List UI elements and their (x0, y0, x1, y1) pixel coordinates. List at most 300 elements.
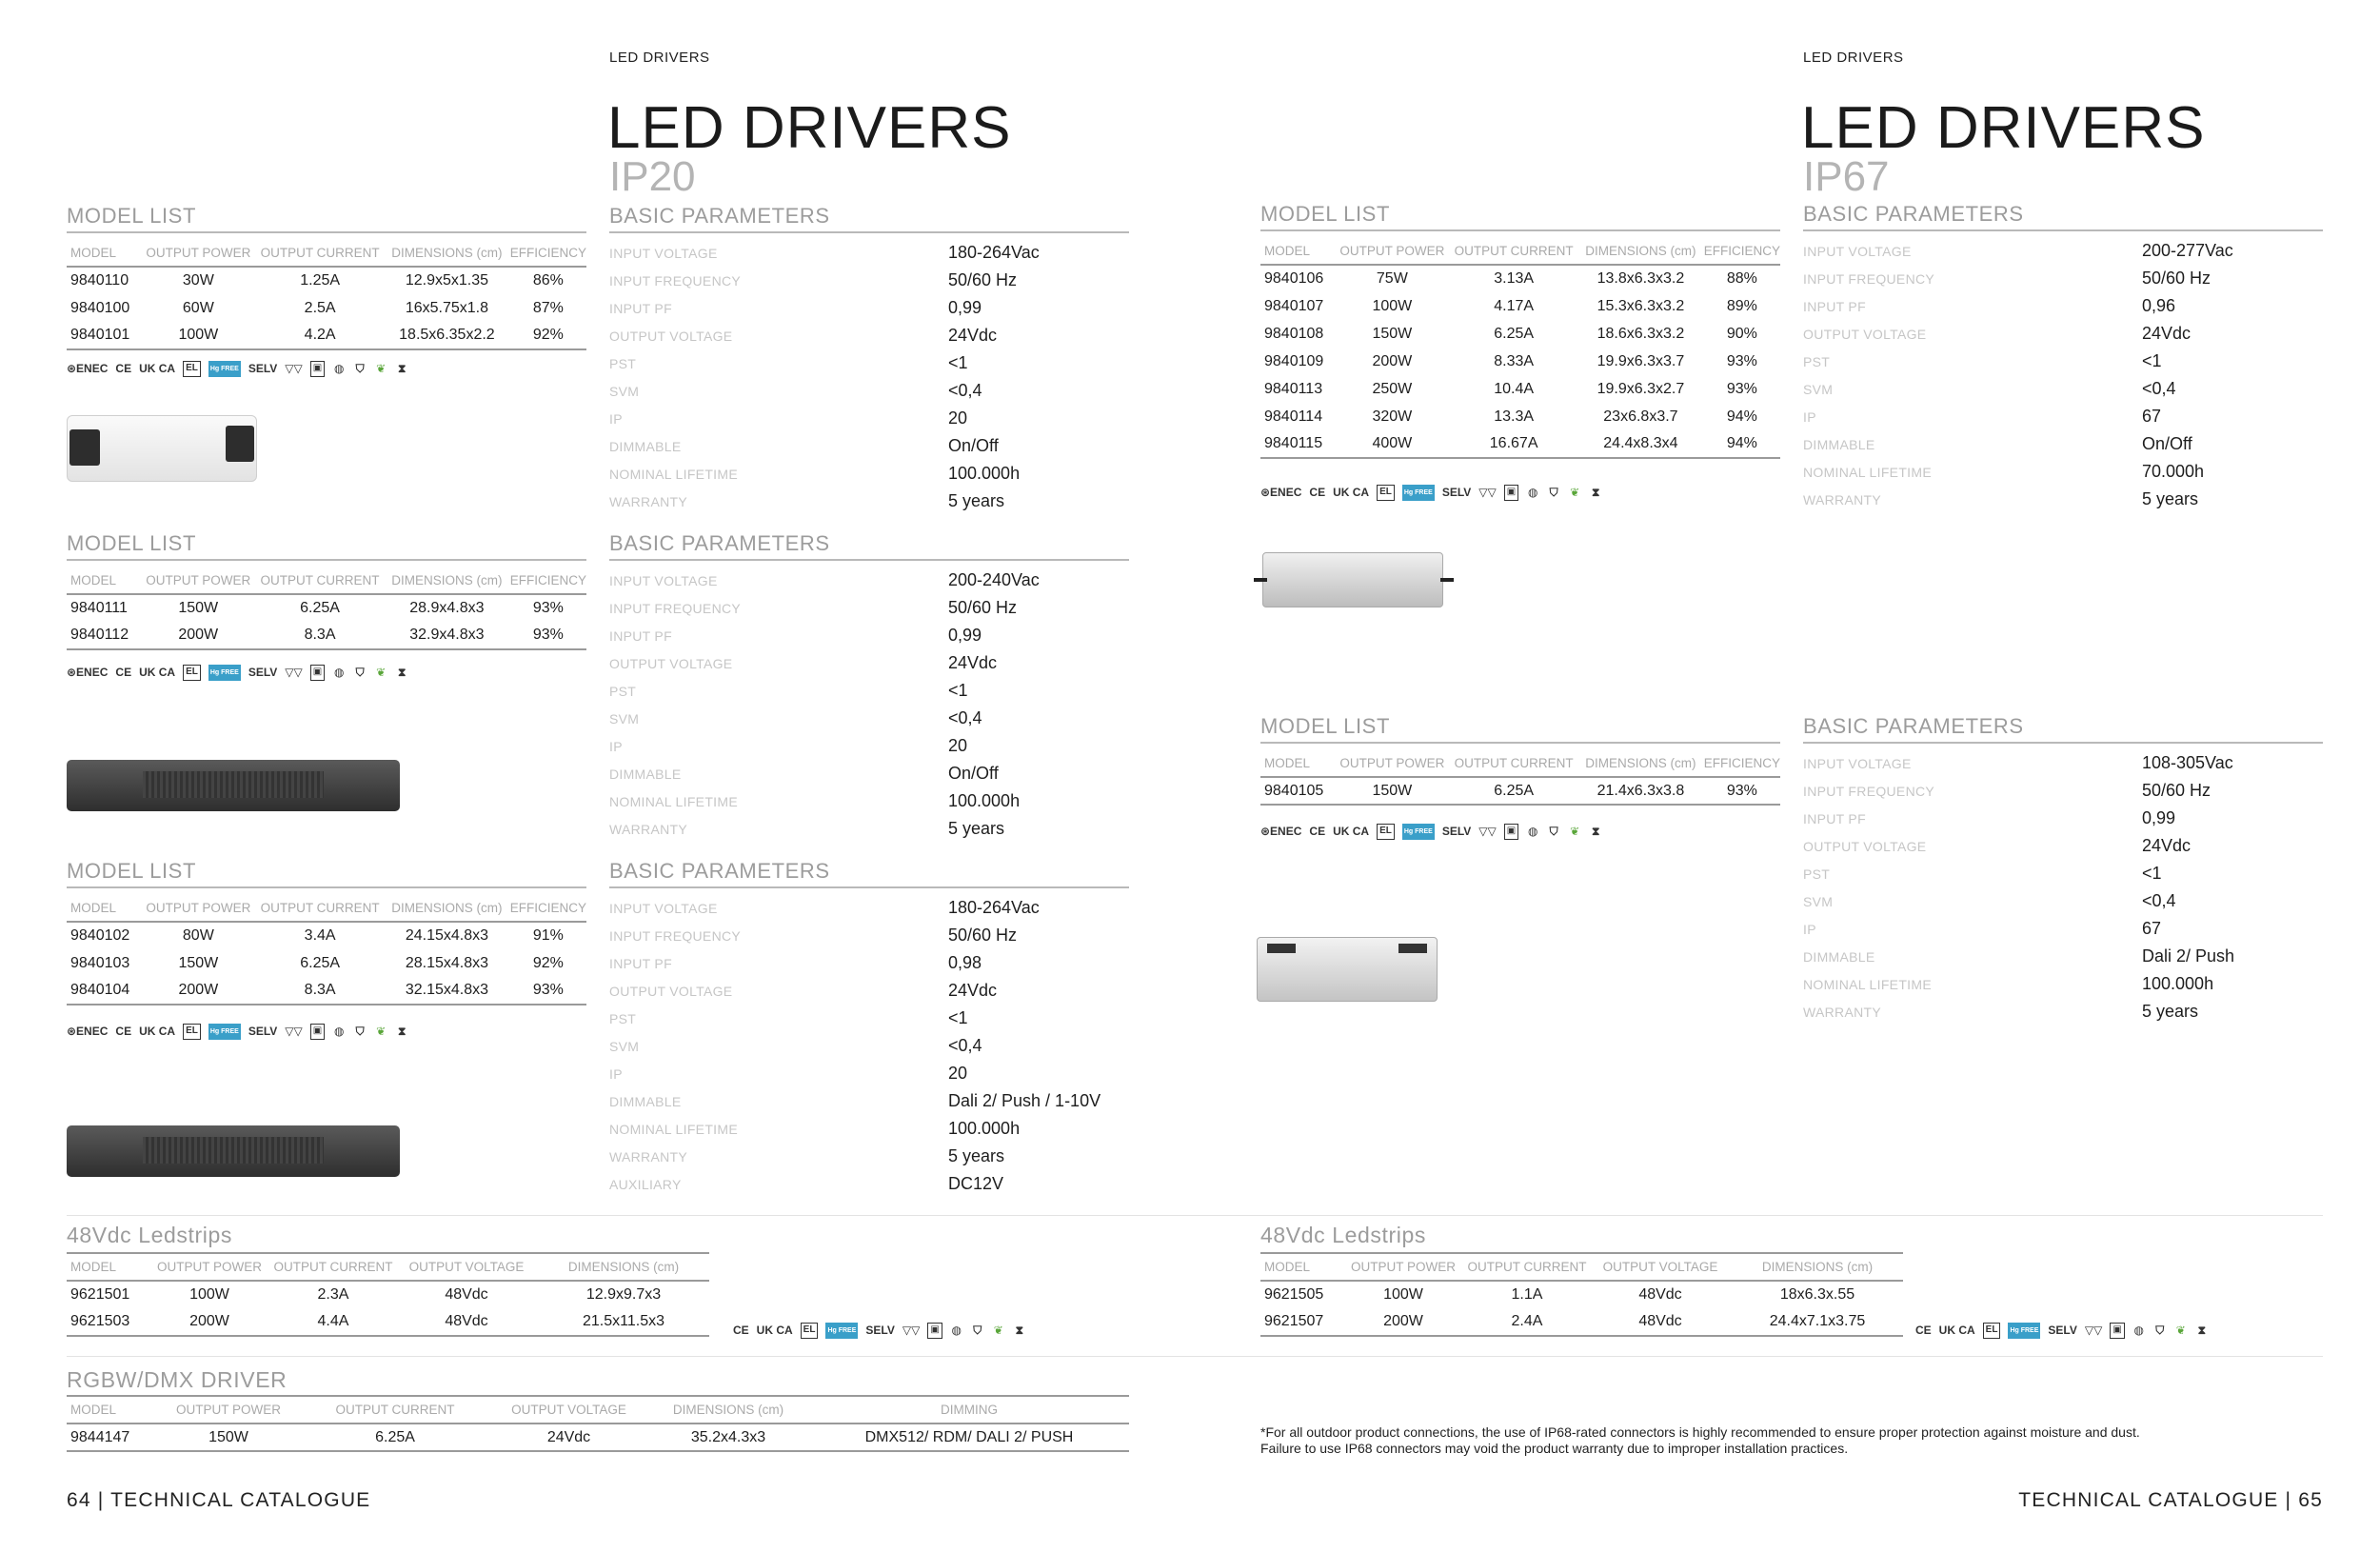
class-ii-icon: ▣ (310, 1024, 325, 1040)
param-row (1803, 887, 2323, 915)
param-row (609, 594, 1129, 622)
cell: 8.3A (256, 622, 384, 649)
selv-icon: SELV (865, 1324, 895, 1337)
param-row (609, 677, 1129, 705)
col-header: OUTPUT CURRENT (300, 1396, 490, 1424)
cell: 200W (1341, 1308, 1465, 1336)
cell: 1.25A (300, 272, 341, 289)
cell: 87% (532, 299, 564, 316)
model-table (1260, 749, 1780, 806)
cell: 9840115 (1260, 430, 1335, 458)
ff-icon: ▽▽ (1478, 825, 1497, 838)
param-label: WARRANTY (1803, 491, 1881, 508)
footnote-line: Failure to use IP68 connectors may void the product warranty due to improper installation practices. (1260, 1441, 1849, 1456)
param-value: On/Off (948, 436, 999, 455)
cell: 9840110 (70, 272, 129, 289)
cell: 9840104 (67, 977, 141, 1005)
col-header: DIMENSIONS (cm) (538, 1253, 709, 1281)
hourglass-icon: ⧗ (397, 666, 407, 679)
param-row (609, 322, 1129, 349)
mercury-free-icon: Hg FREE (2008, 1323, 2040, 1339)
cell: 9840114 (1264, 408, 1323, 425)
mercury-free-icon: Hg FREE (208, 361, 241, 377)
table-row (67, 622, 586, 649)
hourglass-icon: ⧗ (2197, 1324, 2206, 1337)
params-list (1803, 749, 2323, 1025)
param-row (1803, 970, 2323, 998)
param-value: Dali 2/ Push / 1-10V (948, 1091, 1101, 1110)
cell: 150W (178, 954, 219, 971)
cell: 9621505 (1264, 1286, 1324, 1303)
cell: 150W (1335, 777, 1451, 805)
lamp-icon: ◍ (1527, 825, 1538, 838)
cell: 21.4x6.3x3.8 (1577, 777, 1704, 805)
params-list (609, 567, 1129, 843)
param-value: <1 (2142, 864, 2162, 883)
cell: 100W (1372, 297, 1413, 314)
col-header: OUTPUT POWER (157, 1396, 300, 1424)
lamp-icon: ◍ (333, 666, 345, 679)
mercury-free-icon: Hg FREE (1402, 485, 1435, 501)
cell: 9840103 (70, 954, 130, 971)
selv-icon: SELV (248, 362, 278, 375)
params-list (609, 239, 1129, 515)
class-ii-icon: ▣ (310, 665, 325, 681)
param-row (609, 1143, 1129, 1170)
param-label: NOMINAL LIFETIME (1803, 976, 1932, 992)
table-row (1260, 403, 1780, 430)
param-label: WARRANTY (609, 1148, 687, 1165)
param-value: 20 (948, 1064, 968, 1083)
rohs-leaf-icon: ❦ (376, 1025, 387, 1038)
param-label: SVM (609, 383, 640, 399)
cell: 320W (1372, 408, 1413, 425)
cell: 9840113 (1264, 380, 1323, 397)
el-icon: EL (183, 361, 201, 377)
param-value: 50/60 Hz (948, 598, 1018, 617)
driver-product-image-white (67, 415, 257, 482)
el-icon: EL (801, 1323, 819, 1339)
cell: 2.5A (304, 299, 336, 316)
param-row (609, 1032, 1129, 1060)
enec-icon: ⊛ENEC (67, 1025, 109, 1038)
cell: 21.5x11.5x3 (538, 1308, 709, 1336)
col-header: OUTPUT VOLTAGE (1589, 1253, 1732, 1281)
cell: 100W (141, 322, 257, 349)
footnote (1260, 1424, 2323, 1457)
el-icon: EL (183, 1024, 201, 1040)
param-label: INPUT PF (1803, 298, 1866, 314)
param-value: 0,96 (2142, 296, 2176, 315)
param-label: DIMMABLE (609, 438, 682, 454)
ledstrips-block-right (1260, 1223, 1903, 1337)
cell: 6.25A (300, 600, 340, 616)
cell: 28.9x4.8x3 (409, 600, 485, 616)
param-label: SVM (1803, 893, 1834, 909)
selv-icon: SELV (2048, 1324, 2077, 1337)
ledstrips-title: 48Vdc Ledstrips (1260, 1223, 1426, 1247)
class-ii-icon: ▣ (1504, 485, 1518, 501)
cell: 4.4A (271, 1308, 395, 1336)
ip-shield-icon: ⛉ (2155, 1324, 2165, 1337)
table-row (67, 322, 586, 349)
cell: 8.3A (256, 977, 384, 1005)
cell: 88% (1726, 270, 1757, 287)
lamp-icon: ◍ (951, 1324, 962, 1337)
cell: 48Vdc (445, 1286, 488, 1303)
cell: 94% (1704, 430, 1780, 458)
param-label: DIMMABLE (609, 766, 682, 782)
col-header: MODEL (67, 239, 141, 267)
cell: 3.4A (304, 927, 336, 944)
param-row (609, 432, 1129, 460)
param-row (1803, 458, 2323, 486)
param-label: INPUT FREQUENCY (609, 927, 742, 944)
cell: 16.67A (1450, 430, 1577, 458)
param-value: <0,4 (948, 1036, 982, 1055)
col-header: OUTPUT CURRENT (1450, 237, 1577, 265)
param-row (609, 294, 1129, 322)
model-list-title: MODEL LIST (1260, 202, 1780, 231)
param-value: <1 (948, 681, 968, 700)
param-label: INPUT PF (609, 300, 672, 316)
cell: 9840111 (70, 600, 128, 616)
params-block-r1 (1803, 202, 2323, 513)
param-value: <1 (2142, 351, 2162, 370)
ledstrips-title: 48Vdc Ledstrips (67, 1223, 232, 1247)
param-label: INPUT FREQUENCY (1803, 270, 1935, 287)
cell: 75W (1376, 270, 1408, 287)
cell: 92% (510, 322, 586, 349)
param-label: OUTPUT VOLTAGE (1803, 838, 1927, 854)
cell: 8.33A (1494, 352, 1535, 369)
param-row (609, 949, 1129, 977)
param-label: IP (1803, 408, 1816, 425)
param-row (609, 1115, 1129, 1143)
model-table (67, 894, 586, 1005)
cell: 2.3A (317, 1286, 349, 1303)
param-value: 24Vdc (948, 653, 998, 672)
cell: 24.4x7.1x3.75 (1732, 1308, 1903, 1336)
param-row (609, 1087, 1129, 1115)
cell: 200W (1372, 352, 1413, 369)
param-row (609, 488, 1129, 515)
table-row (1260, 265, 1780, 292)
hourglass-icon: ⧗ (1591, 486, 1600, 499)
cell: 32.9x4.8x3 (384, 622, 510, 649)
ce-mark-icon: CE (733, 1324, 749, 1337)
cell: 150W (157, 1424, 300, 1451)
param-value: 50/60 Hz (948, 270, 1018, 289)
model-list-title: MODEL LIST (67, 859, 586, 888)
param-label: DIMMABLE (1803, 948, 1875, 965)
selv-icon: SELV (1441, 486, 1472, 499)
divider (67, 1356, 2323, 1357)
param-row (1803, 777, 2323, 805)
cell: 91% (532, 927, 564, 944)
param-row (1803, 749, 2323, 777)
table-row (1260, 1308, 1903, 1336)
cell: 93% (510, 622, 586, 649)
cell: 90% (1726, 325, 1757, 342)
ff-icon: ▽▽ (1478, 486, 1497, 499)
cell: 60W (182, 299, 214, 316)
param-value: 50/60 Hz (948, 926, 1018, 945)
param-label: NOMINAL LIFETIME (609, 1121, 738, 1137)
param-label: DIMMABLE (1803, 436, 1875, 452)
param-row (1803, 860, 2323, 887)
cell: 32.15x4.8x3 (384, 977, 510, 1005)
params-block-1 (609, 204, 1129, 515)
driver-product-image-ip67 (1262, 552, 1443, 607)
cell: 86% (532, 272, 564, 289)
cell: 3.13A (1494, 270, 1535, 287)
param-value: 70.000h (2142, 462, 2205, 481)
param-row (1803, 237, 2323, 265)
page-subtitle-right: IP67 (1803, 153, 1890, 200)
param-row (1803, 805, 2323, 832)
param-row (609, 894, 1129, 922)
col-header: DIMENSIONS (cm) (384, 567, 510, 594)
col-header: OUTPUT CURRENT (1450, 749, 1577, 777)
table-row (67, 594, 586, 622)
class-ii-icon: ▣ (310, 361, 325, 377)
cell: 93% (1726, 380, 1757, 397)
cell: 9840101 (67, 322, 141, 349)
param-label: OUTPUT VOLTAGE (609, 328, 733, 344)
param-value: 5 years (2142, 489, 2199, 508)
ce-mark-icon: CE (115, 362, 132, 375)
cell: 19.9x6.3x3.7 (1597, 352, 1685, 369)
param-label: WARRANTY (1803, 1004, 1881, 1020)
param-row (609, 977, 1129, 1005)
cell: 93% (532, 600, 564, 616)
param-row (1803, 403, 2323, 430)
footer-right: TECHNICAL CATALOGUE | 65 (2018, 1489, 2323, 1511)
param-row (609, 649, 1129, 677)
param-label: PST (1803, 866, 1831, 882)
rohs-leaf-icon: ❦ (2175, 1324, 2186, 1337)
col-header: DIMMING (809, 1396, 1129, 1424)
param-value: 100.000h (948, 1119, 1021, 1138)
el-icon: EL (1377, 485, 1395, 501)
cell: 9840102 (70, 927, 130, 944)
rohs-leaf-icon: ❦ (1570, 486, 1580, 499)
driver-product-image-dark (67, 1125, 400, 1177)
param-value: 24Vdc (948, 981, 998, 1000)
model-list-block-3 (67, 859, 586, 1005)
params-title: BASIC PARAMETERS (1803, 202, 2323, 231)
table-row (67, 1424, 1129, 1451)
cell: 93% (510, 977, 586, 1005)
cell: 16x5.75x1.8 (405, 299, 489, 316)
col-header: EFFICIENCY (510, 894, 586, 922)
col-header: MODEL (1260, 1253, 1341, 1281)
ce-mark-icon: CE (115, 1025, 132, 1038)
table-row (67, 294, 586, 322)
col-header: DIMENSIONS (cm) (1732, 1253, 1903, 1281)
divider (67, 1215, 2323, 1216)
params-title: BASIC PARAMETERS (609, 859, 1129, 888)
col-header: OUTPUT CURRENT (256, 567, 384, 594)
ip-shield-icon: ⛉ (1549, 486, 1558, 499)
mercury-free-icon: Hg FREE (1402, 824, 1435, 840)
selv-icon: SELV (248, 666, 278, 679)
cell: 150W (1372, 325, 1413, 342)
param-value: 100.000h (948, 464, 1021, 483)
param-label: OUTPUT VOLTAGE (609, 655, 733, 671)
enec-icon: ⊛ENEC (67, 362, 109, 375)
cell: 48Vdc (1589, 1308, 1732, 1336)
param-value: 100.000h (948, 791, 1021, 810)
rohs-leaf-icon: ❦ (1570, 825, 1580, 838)
cell: 18.6x6.3x3.2 (1597, 325, 1685, 342)
params-block-3 (609, 859, 1129, 1198)
cell: 92% (532, 954, 564, 971)
param-value: <1 (948, 353, 968, 372)
cert-icons-row (1260, 821, 1602, 842)
rgbw-title: RGBW/DMX DRIVER (67, 1367, 288, 1392)
cell: 6.25A (1450, 777, 1577, 805)
param-value: <0,4 (2142, 379, 2176, 398)
ukca-icon: UK CA (139, 1025, 176, 1038)
param-row (1803, 292, 2323, 320)
cell: 35.2x4.3x3 (647, 1424, 809, 1451)
col-header: DIMENSIONS (cm) (1577, 237, 1704, 265)
rohs-leaf-icon: ❦ (993, 1324, 1003, 1337)
param-value: 5 years (948, 491, 1005, 510)
param-row (1803, 486, 2323, 513)
ce-mark-icon: CE (1309, 825, 1326, 838)
table-row (67, 922, 586, 949)
enec-icon: ⊛ENEC (1260, 825, 1302, 838)
cell: 24.4x8.3x4 (1577, 430, 1704, 458)
el-icon: EL (1983, 1323, 2001, 1339)
param-label: INPUT PF (609, 955, 672, 971)
cert-icons-row (733, 1320, 1026, 1341)
param-value: 5 years (948, 1146, 1005, 1165)
ff-icon: ▽▽ (2084, 1324, 2103, 1337)
footer-left: 64 | TECHNICAL CATALOGUE (67, 1489, 371, 1511)
cell: 48Vdc (395, 1308, 538, 1336)
param-value: 180-264Vac (948, 243, 1040, 262)
ledstrips-table (1260, 1252, 1903, 1337)
ukca-icon: UK CA (139, 362, 176, 375)
col-header: MODEL (67, 567, 140, 594)
param-label: INPUT VOLTAGE (609, 900, 718, 916)
param-value: 0,99 (948, 298, 982, 317)
cell: 200W (141, 977, 257, 1005)
rohs-leaf-icon: ❦ (376, 362, 387, 375)
model-table (1260, 237, 1780, 459)
running-head-left: LED DRIVERS (609, 50, 710, 66)
param-value: 180-264Vac (948, 898, 1040, 917)
page-title-left: LED DRIVERS (607, 95, 1012, 161)
class-ii-icon: ▣ (2110, 1323, 2124, 1339)
param-label: INPUT FREQUENCY (1803, 783, 1935, 799)
param-label: IP (1803, 921, 1816, 937)
cell: 15.3x6.3x3.2 (1597, 297, 1685, 314)
cell: 80W (182, 927, 214, 944)
ff-icon: ▽▽ (285, 666, 303, 679)
model-table (67, 239, 586, 350)
cert-icons-row (1915, 1320, 2209, 1341)
mercury-free-icon: Hg FREE (208, 665, 241, 681)
mercury-free-icon: Hg FREE (208, 1024, 241, 1040)
rgbw-table (67, 1395, 1129, 1452)
col-header: OUTPUT POWER (141, 894, 257, 922)
param-value: 67 (2142, 407, 2162, 426)
cell: 6.25A (1494, 325, 1535, 342)
class-ii-icon: ▣ (927, 1323, 942, 1339)
param-value: Dali 2/ Push (2142, 946, 2235, 966)
cert-icons-row (67, 662, 408, 683)
el-icon: EL (183, 665, 201, 681)
lamp-icon: ◍ (1527, 486, 1538, 499)
col-header: EFFICIENCY (510, 239, 586, 267)
cell: 1.1A (1511, 1286, 1543, 1303)
class-ii-icon: ▣ (1504, 824, 1518, 840)
col-header: OUTPUT CURRENT (271, 1253, 395, 1281)
param-label: INPUT VOLTAGE (609, 572, 718, 588)
param-value: 50/60 Hz (2142, 781, 2211, 800)
lamp-icon: ◍ (333, 362, 345, 375)
param-label: SVM (1803, 381, 1834, 397)
param-row (609, 622, 1129, 649)
param-row (609, 1005, 1129, 1032)
ip-shield-icon: ⛉ (973, 1324, 982, 1337)
model-list-title: MODEL LIST (67, 531, 586, 561)
cell: 100W (189, 1286, 229, 1303)
lamp-icon: ◍ (333, 1025, 345, 1038)
param-label: PST (1803, 353, 1831, 369)
param-label: OUTPUT VOLTAGE (1803, 326, 1927, 342)
ledstrips-table (67, 1252, 709, 1337)
table-row (1260, 777, 1780, 805)
cell: 18x6.3x.55 (1779, 1286, 1855, 1303)
enec-icon: ⊛ENEC (67, 666, 109, 679)
param-value: 20 (948, 736, 968, 755)
hourglass-icon: ⧗ (1591, 825, 1600, 838)
param-value: 100.000h (2142, 974, 2214, 993)
selv-icon: SELV (1441, 825, 1472, 838)
param-label: IP (609, 410, 623, 427)
param-label: PST (609, 1010, 637, 1026)
param-row (609, 1060, 1129, 1087)
cell: 100W (1383, 1286, 1423, 1303)
col-header: OUTPUT POWER (141, 239, 257, 267)
params-block-2 (609, 531, 1129, 843)
param-label: NOMINAL LIFETIME (1803, 464, 1932, 480)
cell: 24Vdc (490, 1424, 647, 1451)
model-list-title: MODEL LIST (67, 204, 586, 233)
param-value: 200-240Vac (948, 570, 1040, 589)
model-list-block-2 (67, 531, 586, 650)
param-value: On/Off (948, 764, 999, 783)
col-header: OUTPUT POWER (1335, 749, 1451, 777)
param-value: 67 (2142, 919, 2162, 938)
param-value: 24Vdc (2142, 324, 2192, 343)
col-header: EFFICIENCY (1704, 749, 1780, 777)
page-title-right: LED DRIVERS (1801, 95, 2206, 161)
params-list (1803, 237, 2323, 513)
col-header: OUTPUT POWER (1335, 237, 1451, 265)
param-value: 0,99 (948, 626, 982, 645)
param-row (609, 815, 1129, 843)
param-row (1803, 348, 2323, 375)
param-row (1803, 265, 2323, 292)
param-label: INPUT PF (1803, 810, 1866, 826)
